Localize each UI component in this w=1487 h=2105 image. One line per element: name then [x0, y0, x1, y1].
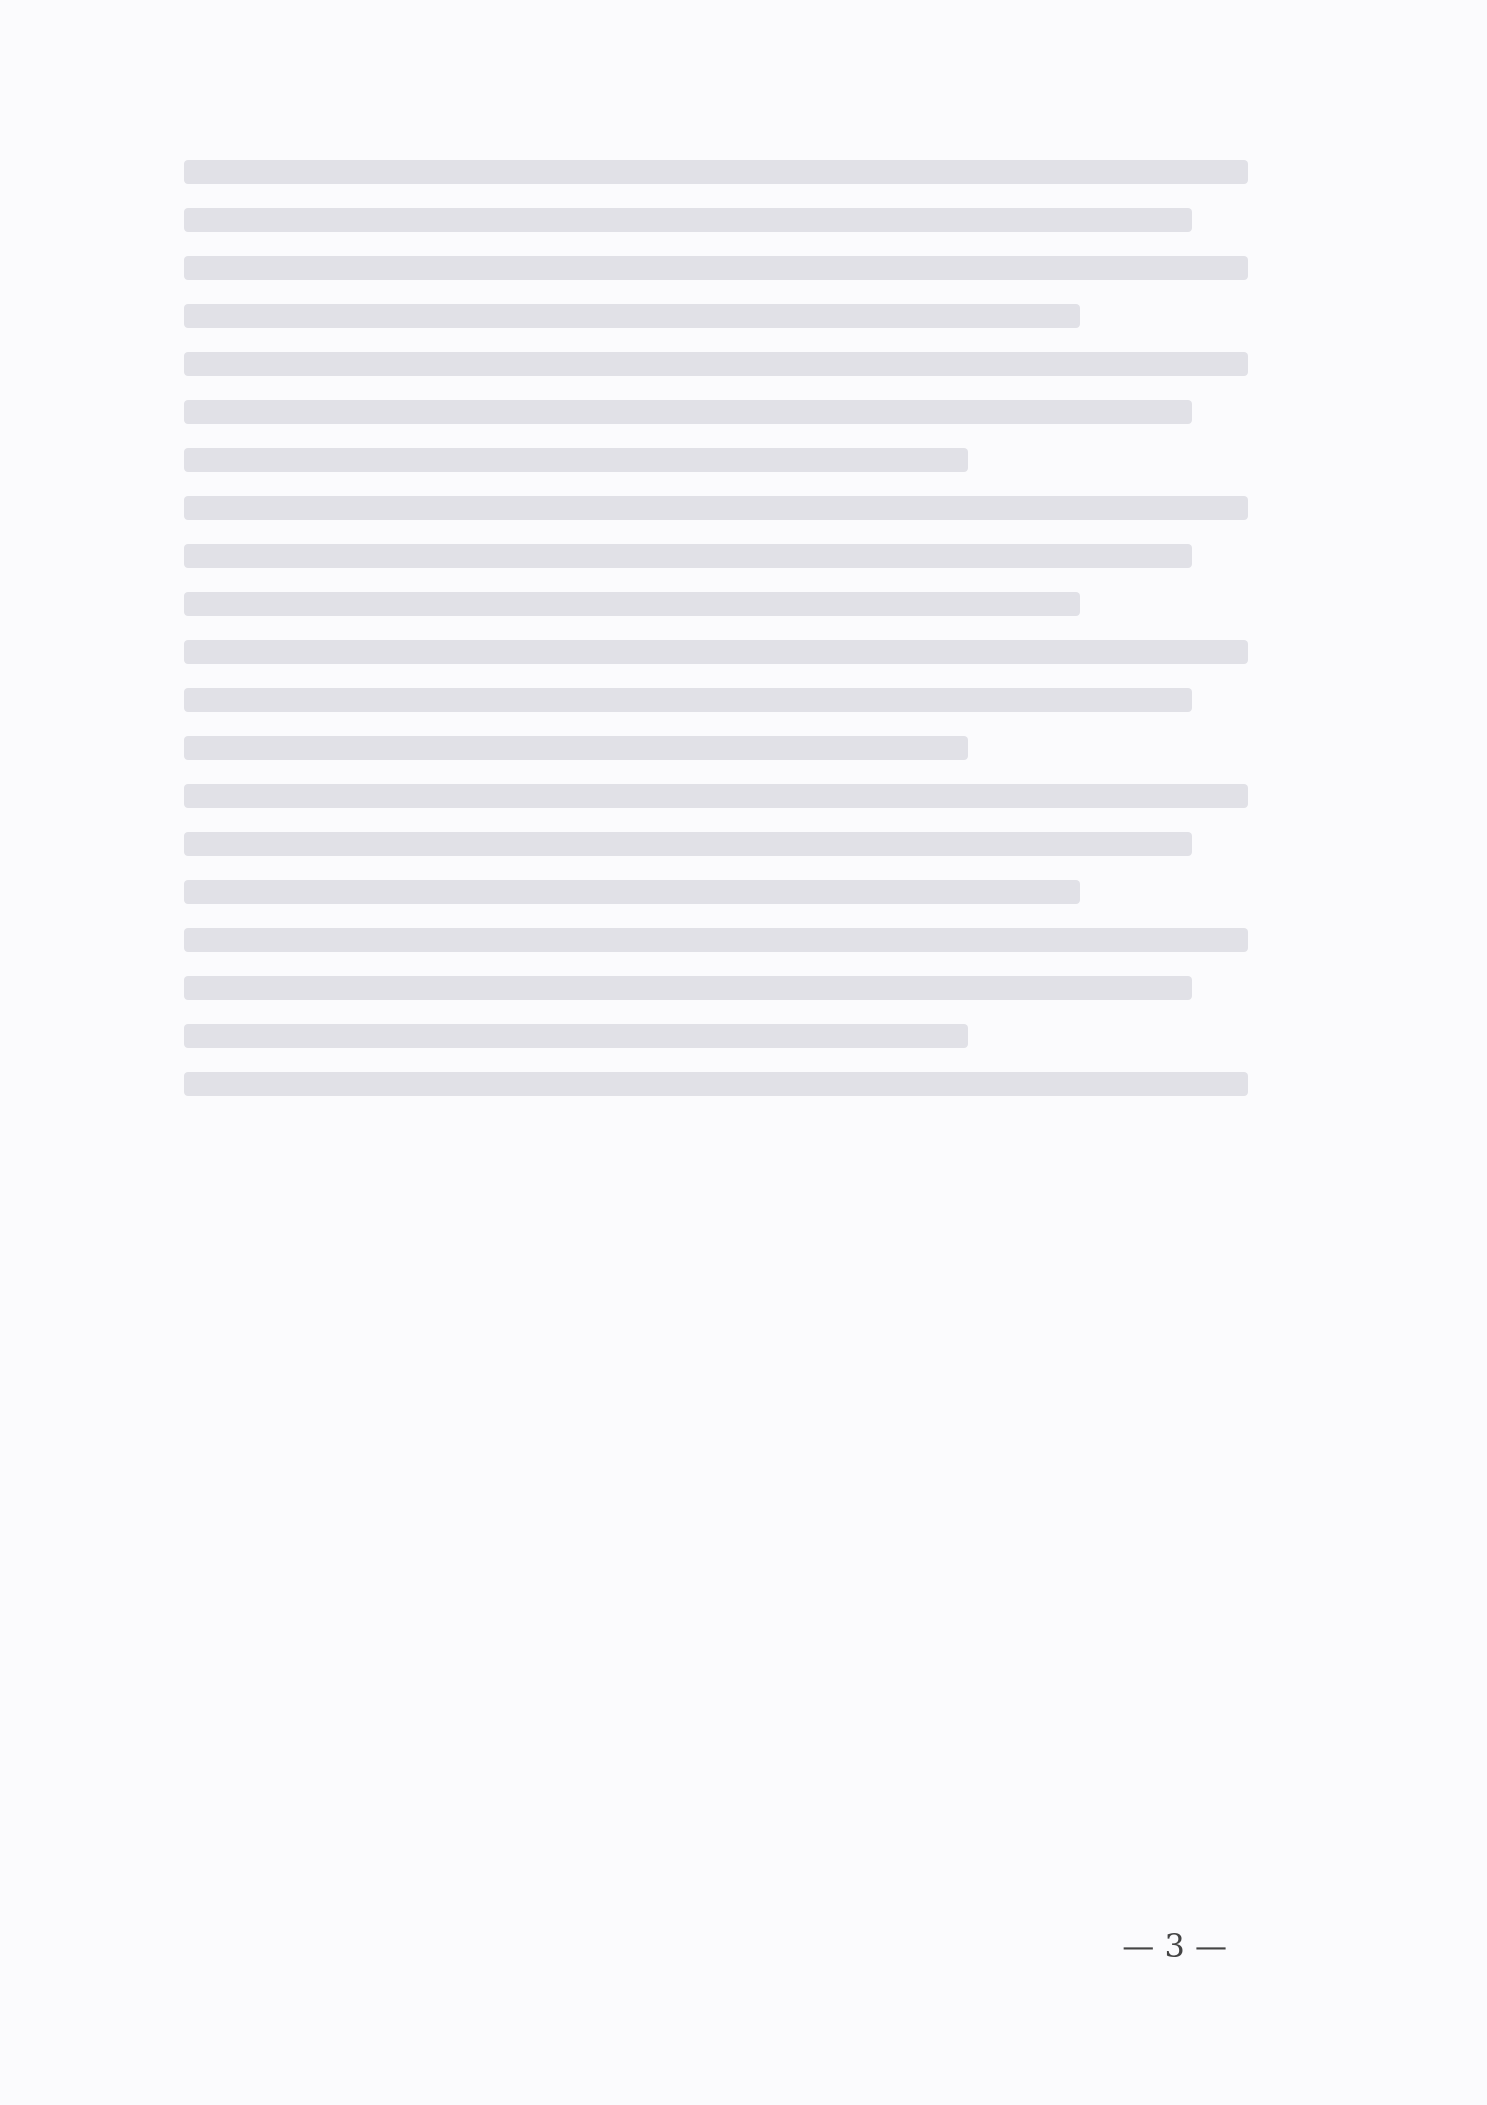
- text-line: [184, 1024, 968, 1048]
- text-line: [184, 304, 1080, 328]
- text-line: [184, 1072, 1248, 1096]
- text-line: [184, 496, 1248, 520]
- page-number: — 3 —: [1122, 1927, 1227, 1965]
- text-line: [184, 976, 1192, 1000]
- text-line: [184, 736, 968, 760]
- text-region: [184, 160, 1304, 1096]
- text-line: [184, 544, 1192, 568]
- text-line: [184, 928, 1248, 952]
- text-line: [184, 880, 1080, 904]
- text-line: [184, 448, 968, 472]
- text-line: [184, 352, 1248, 376]
- text-line: [184, 160, 1248, 184]
- text-line: [184, 256, 1248, 280]
- text-line: [184, 400, 1192, 424]
- text-line: [184, 640, 1248, 664]
- text-line: [184, 784, 1248, 808]
- text-line: [184, 592, 1080, 616]
- text-line: [184, 208, 1192, 232]
- text-line: [184, 688, 1192, 712]
- text-line: [184, 832, 1192, 856]
